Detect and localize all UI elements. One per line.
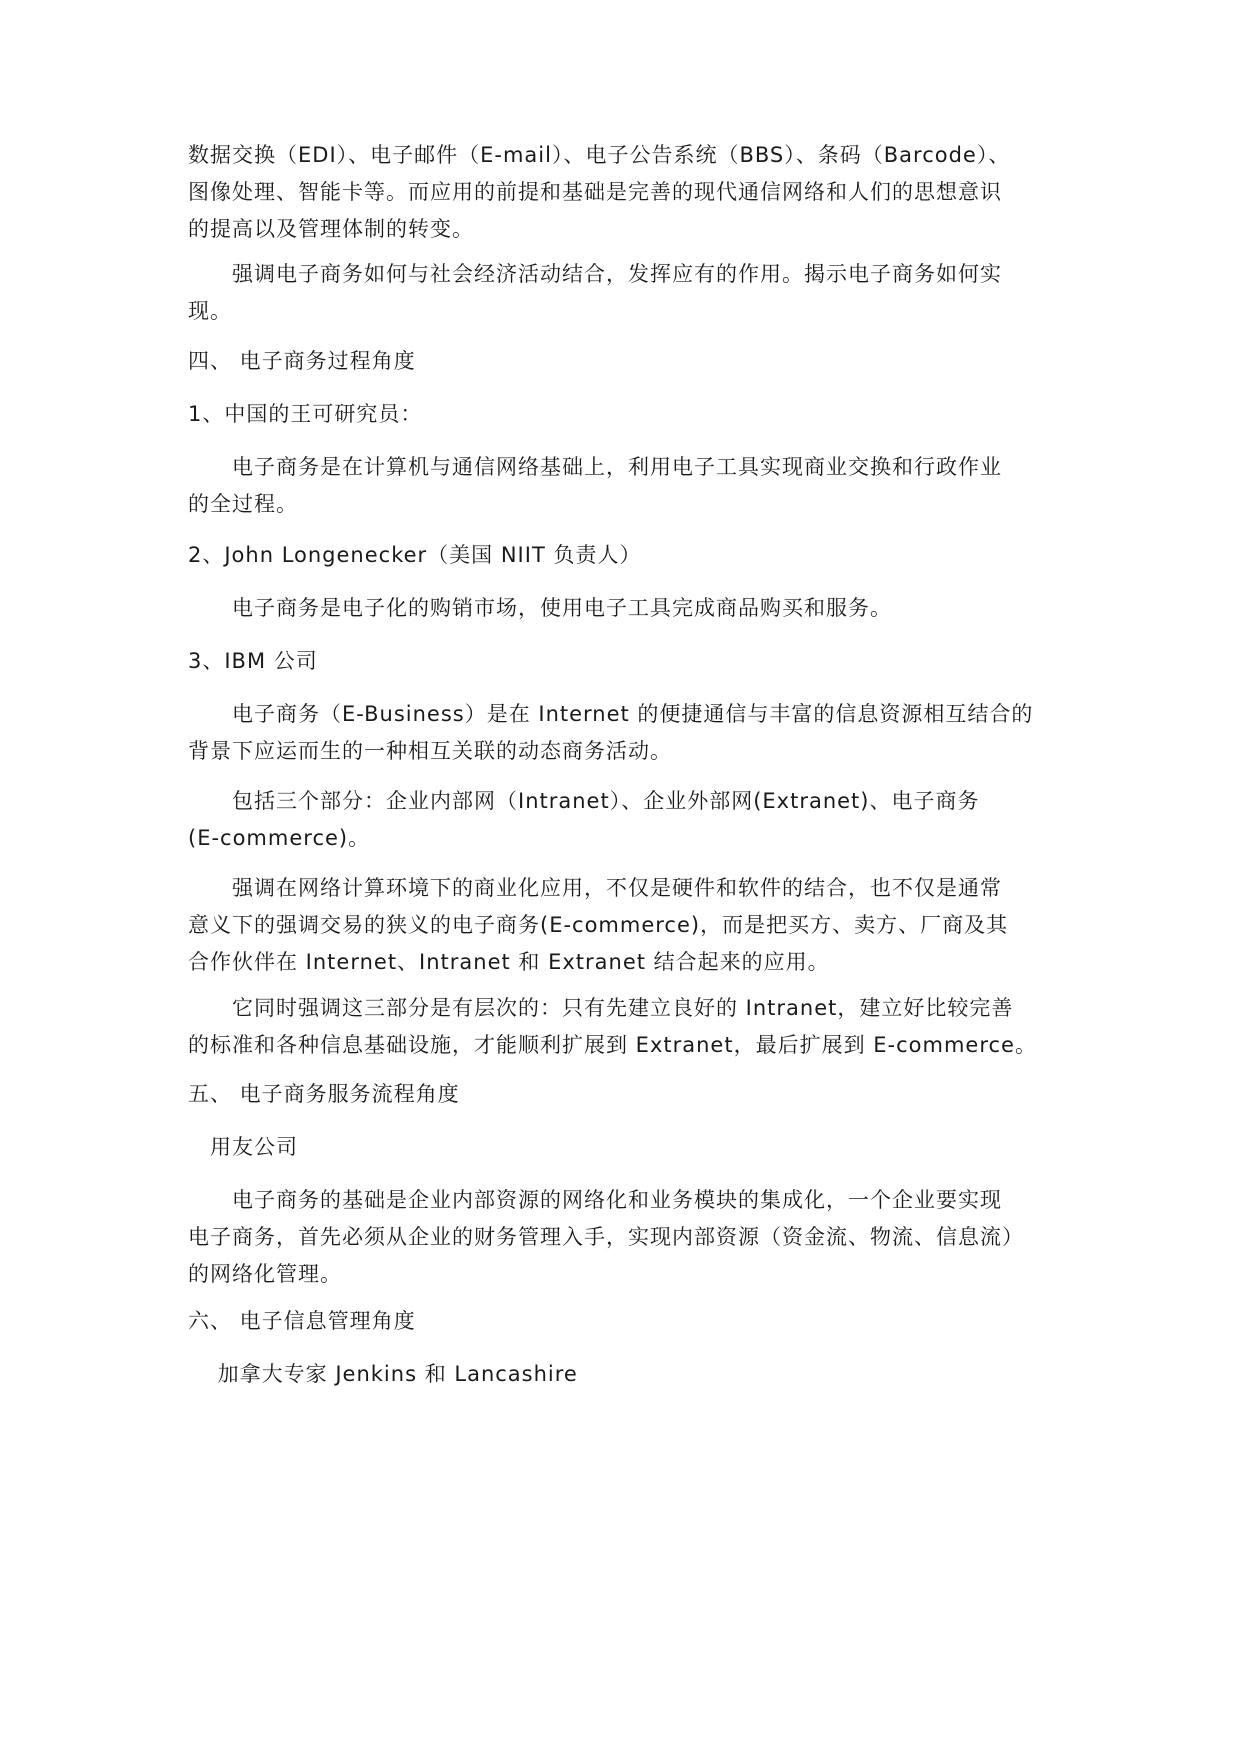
paragraph-emphasis-social bbox=[188, 256, 1054, 330]
heading-text: 3、IBM 公司 bbox=[188, 649, 318, 673]
text-line: 强调在网络计算环境下的商业化应用，不仅是硬件和软件的结合，也不仅是通常 bbox=[188, 876, 1002, 900]
section-heading-5 bbox=[188, 1076, 1054, 1113]
text-line: 电子商务（E-Business）是在 Internet 的便捷通信与丰富的信息资源相互结合的 bbox=[188, 702, 1034, 726]
text-line: 数据交换（EDI）、电子邮件（E-mail）、电子公告系统（BBS）、条码（Barcode）、 bbox=[188, 143, 1011, 167]
item-heading-3 bbox=[188, 643, 1054, 680]
heading-text: 2、John Longenecker（美国 NIIT 负责人） bbox=[188, 543, 642, 567]
paragraph-yonyou bbox=[188, 1182, 1054, 1293]
text-line: 电子商务，首先必须从企业的财务管理入手，实现内部资源（资金流、物流、信息流） bbox=[188, 1225, 1024, 1249]
item-heading-canada bbox=[188, 1356, 1054, 1393]
text-line: 的网络化管理。 bbox=[188, 1262, 342, 1286]
text-line: 的提高以及管理体制的转变。 bbox=[188, 217, 474, 241]
paragraph-item-3-b bbox=[188, 783, 1054, 857]
text-line: 包括三个部分：企业内部网（Intranet）、企业外部网(Extranet)、电子商务 bbox=[188, 789, 980, 813]
text-line: 合作伙伴在 Internet、Intranet 和 Extranet 结合起来的应用。 bbox=[188, 950, 830, 974]
text-line: 电子商务是电子化的购销市场，使用电子工具完成商品购买和服务。 bbox=[188, 596, 892, 620]
paragraph-item-3-d bbox=[188, 990, 1054, 1064]
text-line: 强调电子商务如何与社会经济活动结合，发挥应有的作用。揭示电子商务如何实 bbox=[188, 262, 1002, 286]
text-line: 现。 bbox=[188, 299, 232, 323]
paragraph-item-3-c bbox=[188, 870, 1054, 981]
heading-text: 六、 电子信息管理角度 bbox=[188, 1309, 416, 1333]
paragraph-item-1 bbox=[188, 449, 1054, 523]
item-heading-1 bbox=[188, 396, 1054, 433]
heading-text: 五、 电子商务服务流程角度 bbox=[188, 1082, 460, 1106]
item-heading-2 bbox=[188, 537, 1054, 574]
paragraph-item-3-a bbox=[188, 696, 1054, 770]
text-line: 的全过程。 bbox=[188, 492, 298, 516]
text-line: 图像处理、智能卡等。而应用的前提和基础是完善的现代通信网络和人们的思想意识 bbox=[188, 180, 1002, 204]
heading-text: 加拿大专家 Jenkins 和 Lancashire bbox=[188, 1362, 578, 1386]
text-line: 电子商务的基础是企业内部资源的网络化和业务模块的集成化，一个企业要实现 bbox=[188, 1188, 1002, 1212]
heading-text: 1、中国的王可研究员： bbox=[188, 402, 423, 426]
section-heading-6 bbox=[188, 1303, 1054, 1340]
heading-text: 四、 电子商务过程角度 bbox=[188, 349, 416, 373]
heading-text: 用友公司 bbox=[188, 1135, 298, 1159]
text-line: 背景下应运而生的一种相互关联的动态商务活动。 bbox=[188, 739, 672, 763]
text-line: (E-commerce)。 bbox=[188, 826, 371, 850]
text-line: 电子商务是在计算机与通信网络基础上，利用电子工具实现商业交换和行政作业 bbox=[188, 455, 1002, 479]
section-heading-4 bbox=[188, 343, 1054, 380]
paragraph-tech-list bbox=[188, 137, 1054, 248]
text-line: 的标准和各种信息基础设施，才能顺利扩展到 Extranet，最后扩展到 E-commerce。 bbox=[188, 1033, 1037, 1057]
paragraph-item-2 bbox=[188, 590, 1054, 627]
item-heading-yonyou bbox=[188, 1129, 1054, 1166]
text-line: 意义下的强调交易的狭义的电子商务(E-commerce)，而是把买方、卖方、厂商及其 bbox=[188, 913, 1009, 937]
text-line: 它同时强调这三部分是有层次的：只有先建立良好的 Intranet，建立好比较完善 bbox=[188, 996, 1014, 1020]
